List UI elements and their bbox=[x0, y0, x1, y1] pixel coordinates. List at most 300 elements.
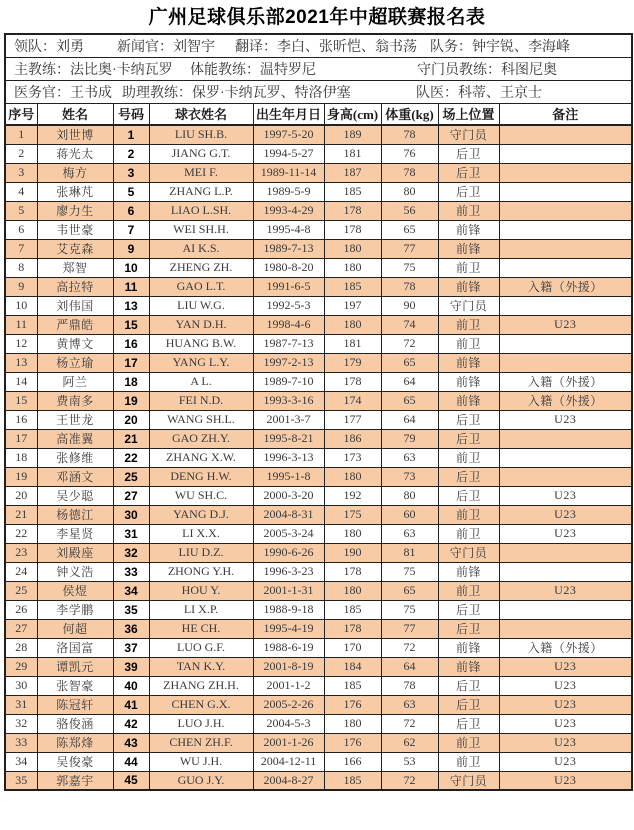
cell-position: 前卫 bbox=[438, 733, 499, 752]
cell-name: 陈郑烽 bbox=[37, 733, 113, 752]
cell-position: 前卫 bbox=[438, 334, 499, 353]
cell-no: 25 bbox=[5, 581, 37, 600]
cell-position: 后卫 bbox=[438, 600, 499, 619]
cell-name: 王世龙 bbox=[37, 410, 113, 429]
cell-no: 19 bbox=[5, 467, 37, 486]
cell-dob: 2004-5-3 bbox=[253, 714, 324, 733]
cell-note: U23 bbox=[499, 410, 632, 429]
cell-note: U23 bbox=[499, 505, 632, 524]
cell-number: 3 bbox=[113, 163, 149, 182]
cell-position: 前卫 bbox=[438, 315, 499, 334]
staff-team-leader: 领队：刘勇 bbox=[14, 39, 84, 55]
cell-weight: 63 bbox=[381, 448, 438, 467]
cell-weight: 56 bbox=[381, 201, 438, 220]
table-row bbox=[5, 657, 632, 676]
cell-name: 何超 bbox=[37, 619, 113, 638]
table-row bbox=[5, 277, 632, 296]
cell-jersey: YAN D.H. bbox=[149, 315, 253, 334]
cell-height: 192 bbox=[324, 486, 381, 505]
cell-weight: 72 bbox=[381, 334, 438, 353]
cell-jersey: LIU D.Z. bbox=[149, 543, 253, 562]
cell-weight: 65 bbox=[381, 353, 438, 372]
cell-number: 21 bbox=[113, 429, 149, 448]
cell-number: 32 bbox=[113, 543, 149, 562]
cell-position: 前卫 bbox=[438, 505, 499, 524]
cell-jersey: HUANG B.W. bbox=[149, 334, 253, 353]
cell-weight: 79 bbox=[381, 429, 438, 448]
cell-no: 35 bbox=[5, 771, 37, 790]
cell-note bbox=[499, 619, 632, 638]
table-row bbox=[5, 733, 632, 752]
cell-position: 前锋 bbox=[438, 220, 499, 239]
cell-dob: 1998-4-6 bbox=[253, 315, 324, 334]
cell-dob: 1989-7-13 bbox=[253, 239, 324, 258]
cell-note bbox=[499, 448, 632, 467]
cell-jersey: LUO G.F. bbox=[149, 638, 253, 657]
cell-note bbox=[499, 258, 632, 277]
cell-note: U23 bbox=[499, 676, 632, 695]
cell-weight: 65 bbox=[381, 581, 438, 600]
cell-position: 前锋 bbox=[438, 372, 499, 391]
cell-dob: 1991-6-5 bbox=[253, 277, 324, 296]
col-header-number: 号码 bbox=[113, 103, 149, 125]
cell-note: U23 bbox=[499, 315, 632, 334]
cell-position: 后卫 bbox=[438, 429, 499, 448]
table-row bbox=[5, 562, 632, 581]
cell-height: 180 bbox=[324, 714, 381, 733]
cell-jersey: CHEN G.X. bbox=[149, 695, 253, 714]
cell-no: 11 bbox=[5, 315, 37, 334]
cell-height: 177 bbox=[324, 410, 381, 429]
staff-row-3-cell bbox=[5, 80, 632, 103]
cell-number: 40 bbox=[113, 676, 149, 695]
cell-no: 34 bbox=[5, 752, 37, 771]
cell-name: 梅方 bbox=[37, 163, 113, 182]
cell-dob: 1980-8-20 bbox=[253, 258, 324, 277]
cell-number: 34 bbox=[113, 581, 149, 600]
table-row bbox=[5, 353, 632, 372]
staff-press-officer: 新闻官：刘智宇 bbox=[117, 39, 215, 55]
cell-dob: 1987-7-13 bbox=[253, 334, 324, 353]
cell-weight: 90 bbox=[381, 296, 438, 315]
table-row bbox=[5, 467, 632, 486]
cell-number: 33 bbox=[113, 562, 149, 581]
table-row bbox=[5, 714, 632, 733]
cell-number: 20 bbox=[113, 410, 149, 429]
cell-name: 陈冠轩 bbox=[37, 695, 113, 714]
table-row bbox=[5, 486, 632, 505]
cell-dob: 2001-1-2 bbox=[253, 676, 324, 695]
cell-dob: 1997-5-20 bbox=[253, 125, 324, 144]
cell-note bbox=[499, 144, 632, 163]
cell-jersey: LI X.X. bbox=[149, 524, 253, 543]
cell-number: 36 bbox=[113, 619, 149, 638]
cell-number: 39 bbox=[113, 657, 149, 676]
col-header-note: 备注 bbox=[499, 103, 632, 125]
cell-weight: 72 bbox=[381, 638, 438, 657]
cell-number: 13 bbox=[113, 296, 149, 315]
cell-height: 176 bbox=[324, 695, 381, 714]
cell-name: 刘世博 bbox=[37, 125, 113, 144]
cell-no: 12 bbox=[5, 334, 37, 353]
cell-position: 后卫 bbox=[438, 144, 499, 163]
cell-number: 43 bbox=[113, 733, 149, 752]
cell-note: 入籍（外援） bbox=[499, 391, 632, 410]
table-row bbox=[5, 315, 632, 334]
cell-number: 7 bbox=[113, 220, 149, 239]
cell-name: 刘殿座 bbox=[37, 543, 113, 562]
cell-name: 杨立瑜 bbox=[37, 353, 113, 372]
staff-goalkeeper-coach: 守门员教练：科图尼奥 bbox=[417, 62, 557, 78]
cell-dob: 2001-8-19 bbox=[253, 657, 324, 676]
cell-position: 前锋 bbox=[438, 391, 499, 410]
cell-position: 前卫 bbox=[438, 581, 499, 600]
cell-note bbox=[499, 296, 632, 315]
table-row bbox=[5, 258, 632, 277]
cell-number: 5 bbox=[113, 182, 149, 201]
cell-name: 钟义浩 bbox=[37, 562, 113, 581]
cell-height: 178 bbox=[324, 562, 381, 581]
staff-team-affairs: 队务：钟宇锐、李海峰 bbox=[430, 39, 570, 55]
cell-dob: 2005-3-24 bbox=[253, 524, 324, 543]
staff-fitness-coach: 体能教练：温特罗尼 bbox=[190, 62, 316, 78]
cell-position: 前卫 bbox=[438, 448, 499, 467]
cell-position: 守门员 bbox=[438, 296, 499, 315]
cell-number: 1 bbox=[113, 125, 149, 144]
cell-jersey: LI X.P. bbox=[149, 600, 253, 619]
cell-note: U23 bbox=[499, 581, 632, 600]
cell-position: 后卫 bbox=[438, 714, 499, 733]
cell-number: 31 bbox=[113, 524, 149, 543]
cell-name: 阿兰 bbox=[37, 372, 113, 391]
cell-weight: 65 bbox=[381, 391, 438, 410]
cell-name: 洛国富 bbox=[37, 638, 113, 657]
cell-height: 190 bbox=[324, 543, 381, 562]
cell-name: 李星贤 bbox=[37, 524, 113, 543]
table-row bbox=[5, 676, 632, 695]
cell-no: 28 bbox=[5, 638, 37, 657]
cell-weight: 78 bbox=[381, 676, 438, 695]
cell-jersey: A L. bbox=[149, 372, 253, 391]
cell-number: 17 bbox=[113, 353, 149, 372]
col-header-dob: 出生年月日 bbox=[253, 103, 324, 125]
cell-note bbox=[499, 125, 632, 144]
cell-no: 22 bbox=[5, 524, 37, 543]
cell-no: 2 bbox=[5, 144, 37, 163]
cell-position: 前锋 bbox=[438, 638, 499, 657]
cell-jersey: MEI F. bbox=[149, 163, 253, 182]
cell-position: 后卫 bbox=[438, 410, 499, 429]
cell-number: 9 bbox=[113, 239, 149, 258]
cell-number: 16 bbox=[113, 334, 149, 353]
cell-note: U23 bbox=[499, 695, 632, 714]
cell-height: 180 bbox=[324, 467, 381, 486]
cell-dob: 1993-4-29 bbox=[253, 201, 324, 220]
cell-dob: 1996-3-23 bbox=[253, 562, 324, 581]
cell-number: 45 bbox=[113, 771, 149, 790]
cell-jersey: YANG D.J. bbox=[149, 505, 253, 524]
cell-dob: 1995-1-8 bbox=[253, 467, 324, 486]
col-header-jersey: 球衣姓名 bbox=[149, 103, 253, 125]
cell-no: 18 bbox=[5, 448, 37, 467]
cell-name: 高拉特 bbox=[37, 277, 113, 296]
table-row bbox=[5, 600, 632, 619]
cell-weight: 64 bbox=[381, 657, 438, 676]
cell-position: 前锋 bbox=[438, 277, 499, 296]
cell-number: 37 bbox=[113, 638, 149, 657]
cell-name: 高准翼 bbox=[37, 429, 113, 448]
cell-name: 严鼎皓 bbox=[37, 315, 113, 334]
col-header-name: 姓名 bbox=[37, 103, 113, 125]
cell-weight: 81 bbox=[381, 543, 438, 562]
cell-jersey: LIU W.G. bbox=[149, 296, 253, 315]
cell-note bbox=[499, 239, 632, 258]
cell-number: 11 bbox=[113, 277, 149, 296]
cell-dob: 2004-12-11 bbox=[253, 752, 324, 771]
cell-position: 前锋 bbox=[438, 562, 499, 581]
cell-dob: 1989-7-10 bbox=[253, 372, 324, 391]
cell-note: U23 bbox=[499, 733, 632, 752]
cell-dob: 1989-11-14 bbox=[253, 163, 324, 182]
cell-weight: 64 bbox=[381, 372, 438, 391]
cell-height: 185 bbox=[324, 277, 381, 296]
cell-name: 廖力生 bbox=[37, 201, 113, 220]
cell-jersey: GAO L.T. bbox=[149, 277, 253, 296]
cell-jersey: DENG H.W. bbox=[149, 467, 253, 486]
cell-dob: 2001-1-26 bbox=[253, 733, 324, 752]
cell-height: 176 bbox=[324, 733, 381, 752]
cell-note: 入籍（外援） bbox=[499, 372, 632, 391]
cell-position: 后卫 bbox=[438, 163, 499, 182]
table-row bbox=[5, 239, 632, 258]
cell-jersey: YANG L.Y. bbox=[149, 353, 253, 372]
cell-weight: 62 bbox=[381, 733, 438, 752]
table-row bbox=[5, 543, 632, 562]
cell-no: 20 bbox=[5, 486, 37, 505]
table-row bbox=[5, 334, 632, 353]
cell-no: 27 bbox=[5, 619, 37, 638]
cell-position: 后卫 bbox=[438, 486, 499, 505]
cell-weight: 75 bbox=[381, 258, 438, 277]
cell-note bbox=[499, 600, 632, 619]
cell-no: 23 bbox=[5, 543, 37, 562]
cell-no: 13 bbox=[5, 353, 37, 372]
cell-jersey: AI K.S. bbox=[149, 239, 253, 258]
cell-note bbox=[499, 163, 632, 182]
cell-weight: 77 bbox=[381, 619, 438, 638]
cell-dob: 1992-5-3 bbox=[253, 296, 324, 315]
table-row bbox=[5, 619, 632, 638]
cell-note: U23 bbox=[499, 486, 632, 505]
cell-height: 166 bbox=[324, 752, 381, 771]
cell-position: 前卫 bbox=[438, 752, 499, 771]
cell-jersey: ZHANG ZH.H. bbox=[149, 676, 253, 695]
cell-no: 7 bbox=[5, 239, 37, 258]
staff-head-coach: 主教练：法比奥·卡纳瓦罗 bbox=[14, 62, 173, 78]
cell-weight: 65 bbox=[381, 220, 438, 239]
cell-jersey: GAO ZH.Y. bbox=[149, 429, 253, 448]
column-header-row bbox=[5, 103, 632, 125]
cell-no: 33 bbox=[5, 733, 37, 752]
cell-height: 181 bbox=[324, 144, 381, 163]
cell-no: 16 bbox=[5, 410, 37, 429]
cell-position: 守门员 bbox=[438, 543, 499, 562]
table-row bbox=[5, 429, 632, 448]
cell-no: 9 bbox=[5, 277, 37, 296]
cell-position: 后卫 bbox=[438, 467, 499, 486]
cell-position: 前锋 bbox=[438, 239, 499, 258]
cell-height: 185 bbox=[324, 182, 381, 201]
cell-number: 15 bbox=[113, 315, 149, 334]
cell-name: 吴少聪 bbox=[37, 486, 113, 505]
cell-height: 189 bbox=[324, 125, 381, 144]
cell-position: 前卫 bbox=[438, 524, 499, 543]
cell-name: 蒋光太 bbox=[37, 144, 113, 163]
cell-note bbox=[499, 562, 632, 581]
cell-jersey: HE CH. bbox=[149, 619, 253, 638]
staff-row-1 bbox=[5, 34, 632, 57]
cell-jersey: WANG SH.L. bbox=[149, 410, 253, 429]
cell-jersey: LIAO L.SH. bbox=[149, 201, 253, 220]
cell-name: 郑智 bbox=[37, 258, 113, 277]
cell-dob: 1988-9-18 bbox=[253, 600, 324, 619]
cell-name: 骆俊涵 bbox=[37, 714, 113, 733]
cell-height: 175 bbox=[324, 505, 381, 524]
table-row bbox=[5, 410, 632, 429]
staff-assistant-coaches: 助理教练：保罗·卡纳瓦罗、特洛伊塞 bbox=[122, 85, 351, 101]
cell-name: 邓涵文 bbox=[37, 467, 113, 486]
table-row bbox=[5, 505, 632, 524]
cell-no: 31 bbox=[5, 695, 37, 714]
staff-medical-officer: 医务官：王书成 bbox=[14, 85, 112, 101]
cell-name: 刘伟国 bbox=[37, 296, 113, 315]
cell-number: 22 bbox=[113, 448, 149, 467]
table-row bbox=[5, 448, 632, 467]
cell-name: 费南多 bbox=[37, 391, 113, 410]
cell-jersey: ZHENG ZH. bbox=[149, 258, 253, 277]
cell-note bbox=[499, 543, 632, 562]
cell-no: 30 bbox=[5, 676, 37, 695]
cell-height: 181 bbox=[324, 334, 381, 353]
table-row bbox=[5, 182, 632, 201]
cell-height: 180 bbox=[324, 524, 381, 543]
cell-height: 180 bbox=[324, 581, 381, 600]
cell-weight: 75 bbox=[381, 562, 438, 581]
cell-number: 6 bbox=[113, 201, 149, 220]
cell-no: 32 bbox=[5, 714, 37, 733]
cell-weight: 63 bbox=[381, 695, 438, 714]
staff-row-2 bbox=[5, 57, 632, 80]
cell-number: 25 bbox=[113, 467, 149, 486]
cell-weight: 75 bbox=[381, 600, 438, 619]
cell-height: 178 bbox=[324, 619, 381, 638]
cell-position: 前卫 bbox=[438, 201, 499, 220]
cell-position: 前锋 bbox=[438, 657, 499, 676]
cell-name: 张修维 bbox=[37, 448, 113, 467]
col-header-position: 场上位置 bbox=[438, 103, 499, 125]
cell-height: 186 bbox=[324, 429, 381, 448]
cell-dob: 1988-6-19 bbox=[253, 638, 324, 657]
cell-dob: 1994-5-27 bbox=[253, 144, 324, 163]
cell-position: 前卫 bbox=[438, 258, 499, 277]
cell-note bbox=[499, 182, 632, 201]
cell-number: 42 bbox=[113, 714, 149, 733]
cell-name: 韦世豪 bbox=[37, 220, 113, 239]
cell-position: 后卫 bbox=[438, 676, 499, 695]
cell-number: 18 bbox=[113, 372, 149, 391]
cell-dob: 1995-4-8 bbox=[253, 220, 324, 239]
cell-jersey: FEI N.D. bbox=[149, 391, 253, 410]
cell-note bbox=[499, 201, 632, 220]
cell-name: 黄博文 bbox=[37, 334, 113, 353]
table-row bbox=[5, 581, 632, 600]
cell-position: 后卫 bbox=[438, 182, 499, 201]
cell-weight: 60 bbox=[381, 505, 438, 524]
cell-note bbox=[499, 429, 632, 448]
table-row bbox=[5, 220, 632, 239]
table-row bbox=[5, 125, 632, 144]
cell-jersey: ZHONG Y.H. bbox=[149, 562, 253, 581]
cell-no: 26 bbox=[5, 600, 37, 619]
table-row bbox=[5, 391, 632, 410]
staff-row-1-cell bbox=[5, 34, 632, 57]
cell-position: 前锋 bbox=[438, 353, 499, 372]
cell-dob: 1996-3-13 bbox=[253, 448, 324, 467]
cell-name: 李学鹏 bbox=[37, 600, 113, 619]
cell-dob: 1995-4-19 bbox=[253, 619, 324, 638]
col-header-no: 序号 bbox=[5, 103, 37, 125]
cell-weight: 76 bbox=[381, 144, 438, 163]
cell-no: 24 bbox=[5, 562, 37, 581]
cell-height: 197 bbox=[324, 296, 381, 315]
cell-no: 17 bbox=[5, 429, 37, 448]
table-row bbox=[5, 752, 632, 771]
cell-note: U23 bbox=[499, 524, 632, 543]
cell-dob: 1997-2-13 bbox=[253, 353, 324, 372]
cell-dob: 1995-8-21 bbox=[253, 429, 324, 448]
cell-number: 19 bbox=[113, 391, 149, 410]
cell-name: 侯煜 bbox=[37, 581, 113, 600]
cell-position: 守门员 bbox=[438, 771, 499, 790]
cell-height: 180 bbox=[324, 258, 381, 277]
table-row bbox=[5, 372, 632, 391]
cell-dob: 2004-8-31 bbox=[253, 505, 324, 524]
cell-note bbox=[499, 353, 632, 372]
cell-jersey: LIU SH.B. bbox=[149, 125, 253, 144]
cell-height: 180 bbox=[324, 239, 381, 258]
cell-height: 170 bbox=[324, 638, 381, 657]
roster-table bbox=[4, 33, 633, 791]
cell-name: 杨德江 bbox=[37, 505, 113, 524]
cell-jersey: WU J.H. bbox=[149, 752, 253, 771]
cell-height: 180 bbox=[324, 315, 381, 334]
cell-weight: 78 bbox=[381, 277, 438, 296]
cell-weight: 77 bbox=[381, 239, 438, 258]
cell-position: 后卫 bbox=[438, 695, 499, 714]
cell-weight: 78 bbox=[381, 125, 438, 144]
cell-height: 179 bbox=[324, 353, 381, 372]
cell-no: 5 bbox=[5, 201, 37, 220]
cell-no: 21 bbox=[5, 505, 37, 524]
cell-jersey: JIANG G.T. bbox=[149, 144, 253, 163]
cell-jersey: WEI SH.H. bbox=[149, 220, 253, 239]
cell-height: 178 bbox=[324, 220, 381, 239]
table-row bbox=[5, 695, 632, 714]
cell-name: 艾克森 bbox=[37, 239, 113, 258]
cell-dob: 2000-3-20 bbox=[253, 486, 324, 505]
cell-note bbox=[499, 334, 632, 353]
staff-team-doctors: 队医：科蒂、王京士 bbox=[416, 85, 542, 101]
